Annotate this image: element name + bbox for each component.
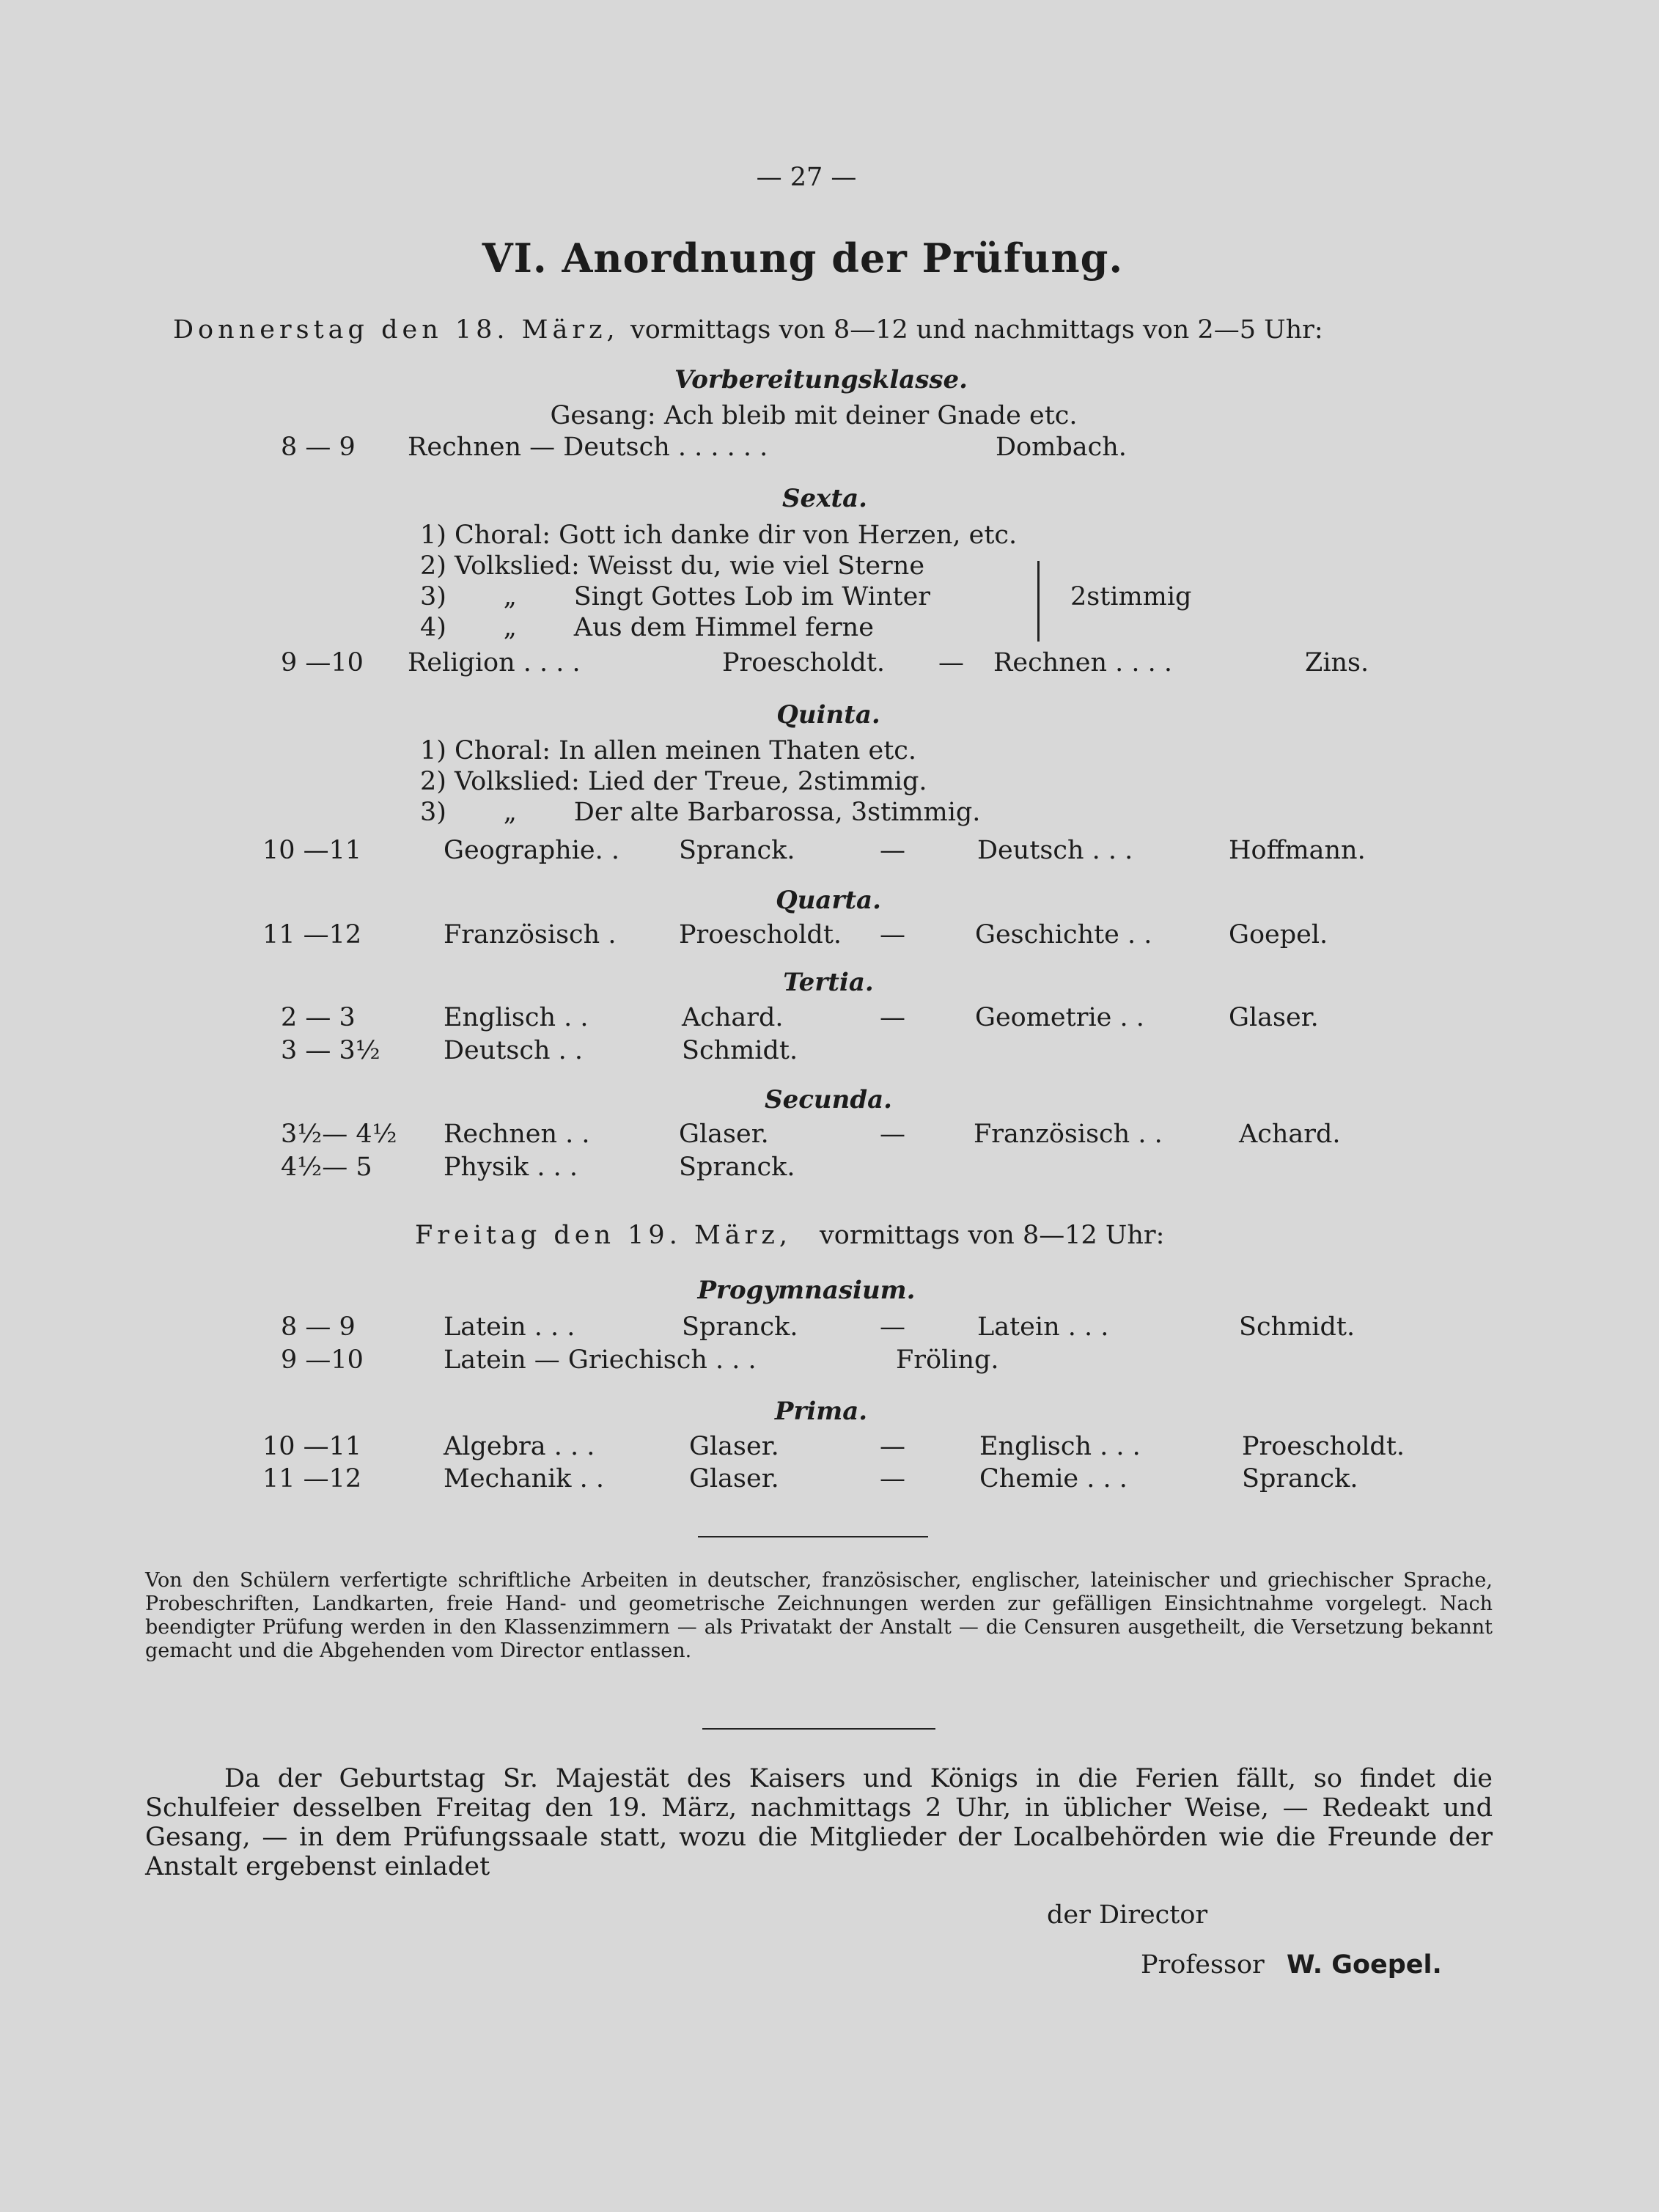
schedule-teacher: Dombach. [996, 433, 1127, 462]
signature-prefix: Professor [1141, 1950, 1265, 1980]
schedule-teacher: Zins. [1305, 648, 1369, 677]
schedule-subject: Latein — Griechisch . . . [444, 1345, 757, 1375]
schedule-time: 8 — 9 [281, 433, 356, 462]
section-heading-secunda: Secunda. [765, 1085, 892, 1114]
day1-times: vormittags von 8—12 und nachmittags von 2—5 Uhr: [630, 315, 1323, 345]
schedule-subject: Geographie. . [444, 836, 619, 865]
schedule-teacher: Schmidt. [682, 1036, 798, 1065]
schedule-teacher: Fröling. [896, 1345, 999, 1375]
section-heading-quarta: Quarta. [776, 886, 881, 915]
schedule-subject: Chemie . . . [979, 1464, 1128, 1493]
schedule-subject: Deutsch . . [444, 1036, 583, 1065]
schedule-time: 3½— 4½ [281, 1120, 397, 1149]
schedule-time: 10 —11 [262, 1432, 362, 1461]
divider [702, 1728, 935, 1730]
divider [698, 1536, 928, 1537]
sexta-stimmig: 2stimmig [1070, 582, 1192, 611]
schedule-time: 4½— 5 [281, 1153, 372, 1182]
section-heading-sexta: Sexta. [781, 484, 868, 513]
schedule-dash: — [880, 1003, 905, 1032]
schedule-teacher: Proescholdt. [722, 648, 886, 677]
schedule-dash: — [880, 1312, 905, 1342]
schedule-subject: Englisch . . . [979, 1432, 1141, 1461]
brace [1037, 561, 1040, 642]
schedule-subject: Algebra . . . [444, 1432, 595, 1461]
schedule-subject: Rechnen — Deutsch . . . . . . [408, 433, 768, 462]
signature-role: der Director [1047, 1900, 1208, 1930]
schedule-teacher: Spranck. [682, 1312, 798, 1342]
schedule-subject: Geometrie . . [975, 1003, 1144, 1032]
section-heading-prima: Prima. [774, 1397, 868, 1426]
quinta-item: 2) Volkslied: Lied der Treue, 2stimmig. [420, 767, 927, 796]
page-title: VI. Anordnung der Prüfung. [482, 235, 1124, 282]
schedule-dash: — [880, 1464, 905, 1493]
schedule-dash: — [880, 836, 905, 865]
section-heading-progymnasium: Progymnasium. [697, 1276, 916, 1305]
schedule-dash: — [880, 1432, 905, 1461]
schedule-subject: Physik . . . [444, 1153, 578, 1182]
schedule-subject: Französisch . . [974, 1120, 1163, 1149]
schedule-teacher: Goepel. [1229, 920, 1328, 949]
schedule-subject: Rechnen . . [444, 1120, 590, 1149]
schedule-time: 10 —11 [262, 836, 362, 865]
quinta-item: 1) Choral: In allen meinen Thaten etc. [420, 736, 916, 765]
schedule-subject: Latein . . . [977, 1312, 1109, 1342]
schedule-time: 2 — 3 [281, 1003, 356, 1032]
page-number: — 27 — [756, 163, 857, 192]
schedule-teacher: Proescholdt. [679, 920, 842, 949]
schedule-teacher: Achard. [1239, 1120, 1341, 1149]
sexta-item: 2) Volkslied: Weisst du, wie viel Sterne [420, 551, 925, 581]
schedule-teacher: Glaser. [689, 1464, 779, 1493]
schedule-time: 11 —12 [262, 1464, 362, 1493]
schedule-subject: Englisch . . [444, 1003, 589, 1032]
section-heading-vorbereitung: Vorbereitungsklasse. [674, 365, 968, 394]
day1-date: Donnerstag den 18. März, [173, 315, 619, 345]
signature-name: W. Goepel. [1287, 1950, 1442, 1980]
day2-times: vormittags von 8—12 Uhr: [820, 1221, 1165, 1250]
exam-note [145, 1569, 1493, 1663]
schedule-dash: — [938, 648, 964, 677]
schedule-teacher: Spranck. [679, 1153, 795, 1182]
schedule-time: 9 —10 [281, 648, 364, 677]
schedule-teacher: Spranck. [679, 836, 795, 865]
schedule-subject: Religion . . . . [408, 648, 581, 677]
schedule-dash: — [880, 1120, 905, 1149]
schedule-subject: Mechanik . . [444, 1464, 605, 1493]
sexta-item: 4) „ Aus dem Himmel ferne [420, 613, 874, 642]
schedule-subject: Latein . . . [444, 1312, 575, 1342]
schedule-teacher: Glaser. [1229, 1003, 1319, 1032]
schedule-subject: Geschichte . . [975, 920, 1152, 949]
day2-date: Freitag den 19. März, [415, 1221, 792, 1250]
schedule-time: 3 — 3½ [281, 1036, 380, 1065]
section-heading-quinta: Quinta. [776, 700, 880, 730]
schedule-subject: Französisch . [444, 920, 617, 949]
schedule-teacher: Glaser. [689, 1432, 779, 1461]
quinta-item: 3) „ Der alte Barbarossa, 3stimmig. [420, 798, 981, 827]
closing-paragraph [145, 1764, 1493, 1881]
schedule-teacher: Hoffmann. [1229, 836, 1366, 865]
schedule-teacher: Spranck. [1242, 1464, 1358, 1493]
schedule-teacher: Achard. [682, 1003, 784, 1032]
schedule-teacher: Proescholdt. [1242, 1432, 1405, 1461]
gesang-line: Gesang: Ach bleib mit deiner Gnade etc. [550, 401, 1078, 430]
schedule-time: 11 —12 [262, 920, 362, 949]
exam-note-text: Von den Schülern verfertigte schriftliche Arbeiten in deutscher, französischer, englischer, lateinischer und griechischer Sprache, Probeschriften, Landkarten, freie Hand- und geometrische Zeichnungen werden zur gefälligen Einsichtnahme vorgelegt. Nach beendigter Prüfung werden in den Klassenzimmern — als Privatakt der Anstalt — die Censuren ausgetheilt, die Versetzung bekannt gemacht und die Abgehenden vom Director entlassen. [145, 1569, 1493, 1662]
schedule-dash: — [880, 920, 905, 949]
closing-text: Da der Geburtstag Sr. Majestät des Kaisers und Königs in die Ferien fällt, so findet die Schulfeier desselben Freitag den 19. März, nachmittags 2 Uhr, in üblicher Weise, — Redeakt und Gesang, — in dem Prüfungssaale statt, wozu die Mitglieder der Localbehörden wie die Freunde der Anstalt ergebenst einladet [145, 1764, 1493, 1881]
section-heading-tertia: Tertia. [783, 968, 874, 997]
sexta-item: 1) Choral: Gott ich danke dir von Herzen, etc. [420, 521, 1018, 550]
schedule-subject: Deutsch . . . [977, 836, 1133, 865]
schedule-teacher: Schmidt. [1239, 1312, 1355, 1342]
sexta-item: 3) „ Singt Gottes Lob im Winter [420, 582, 931, 611]
schedule-time: 9 —10 [281, 1345, 364, 1375]
schedule-subject: Rechnen . . . . [993, 648, 1173, 677]
schedule-time: 8 — 9 [281, 1312, 356, 1342]
schedule-teacher: Glaser. [679, 1120, 769, 1149]
